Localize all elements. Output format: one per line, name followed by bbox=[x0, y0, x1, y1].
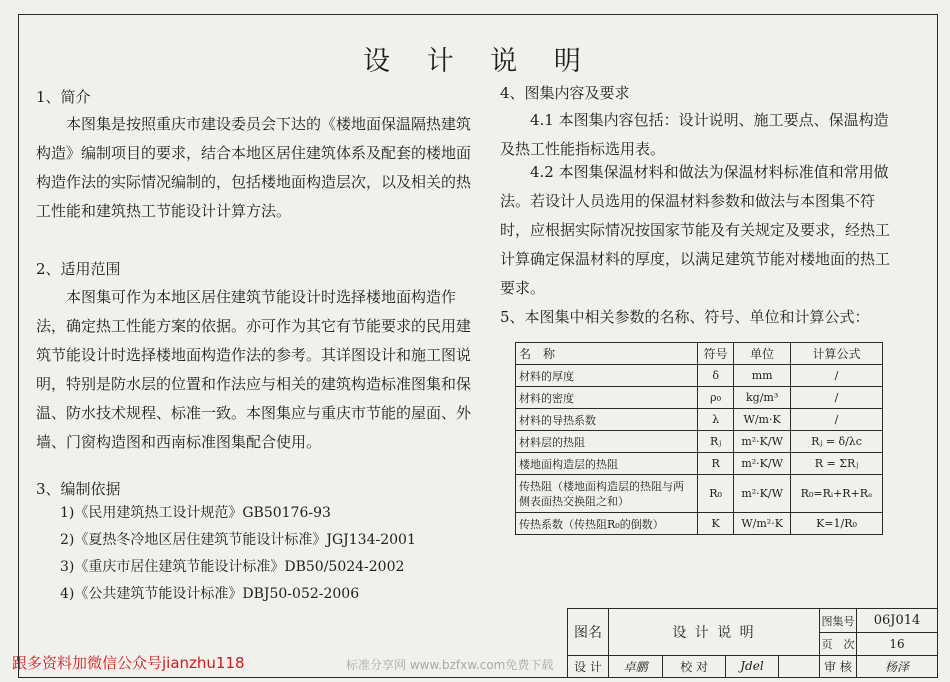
section-4-item-1: 4.1 本图集内容包括：设计说明、施工要点、保温构造及热工性能指标选用表。 bbox=[500, 111, 889, 158]
blank-cell bbox=[779, 655, 820, 677]
table-cell: R₀ bbox=[698, 475, 734, 513]
table-row bbox=[516, 513, 883, 535]
parameter-table bbox=[515, 342, 883, 535]
table-cell: Rⱼ bbox=[698, 431, 734, 453]
table-cell: Rⱼ = δ/λc bbox=[791, 431, 883, 453]
atlas-no: 06J014 bbox=[857, 609, 938, 633]
section-4-heading: 4、图集内容及要求 bbox=[500, 84, 630, 102]
check-label: 校 对 bbox=[663, 655, 726, 677]
table-header-row bbox=[516, 343, 883, 365]
section-1-body: 本图集是按照重庆市建设委员会下达的《楼地面保温隔热建筑构造》编制项目的要求，结合本地区居住建筑体系及配套的楼地面构造作法的实际情况编制的，包括楼地面构造层次，以及相关的热工性能和建筑热工节能设计计算方法。 bbox=[36, 115, 472, 220]
reference-item: 1)《民用建筑热工设计规范》GB50176-93 bbox=[60, 505, 331, 521]
design-signature: 卓鹏 bbox=[609, 655, 663, 677]
reference-item: 4)《公共建筑节能设计标准》DBJ50-052-2006 bbox=[60, 586, 360, 602]
table-row bbox=[516, 409, 883, 431]
section-1-heading: 1、简介 bbox=[36, 88, 91, 106]
table-cell: K=1/R₀ bbox=[791, 513, 883, 535]
section-5-heading: 5、本图集中相关参数的名称、符号、单位和计算公式： bbox=[500, 308, 870, 326]
table-cell: m²·K/W bbox=[734, 475, 791, 513]
atlas-name: 设 计 说 明 bbox=[609, 609, 820, 656]
column-header: 名 称 bbox=[516, 343, 698, 365]
site-watermark: 标准分享网 www.bzfxw.com免费下载 bbox=[346, 658, 554, 672]
page-number: 16 bbox=[857, 633, 938, 655]
table-cell: λ bbox=[698, 409, 734, 431]
table-cell: / bbox=[791, 387, 883, 409]
reference-item: 3)《重庆市居住建筑节能设计标准》DB50/5024-2002 bbox=[60, 559, 405, 575]
atlas-no-label: 图集号 bbox=[820, 609, 857, 633]
table-row bbox=[516, 365, 883, 387]
table-cell: m²·K/W bbox=[734, 431, 791, 453]
section-3-heading: 3、编制依据 bbox=[36, 480, 121, 498]
table-cell: W/m·K bbox=[734, 409, 791, 431]
design-label: 设 计 bbox=[568, 655, 609, 677]
table-cell: ρ₀ bbox=[698, 387, 734, 409]
atlas-label: 图名 bbox=[568, 609, 609, 656]
table-row bbox=[516, 431, 883, 453]
table-cell: R = ΣRⱼ bbox=[791, 453, 883, 475]
table-cell: / bbox=[791, 409, 883, 431]
review-label: 审 核 bbox=[820, 655, 857, 677]
section-2-body: 本图集可作为本地区居住建筑节能设计时选择楼地面构造作法，确定热工性能方案的依据。亦可作为其它有节能要求的民用建筑节能设计时选择楼地面构造作法的参考。其详图设计和施工图说明，特别是防水层的位置和作法应与相关的建筑构造标准图集和保温、防水技术规程、标准一致。本图集应与重庆市节能的屋面、外墙、门窗构造图和西南标准图集配合使用。 bbox=[36, 288, 472, 451]
table-cell: m²·K/W bbox=[734, 453, 791, 475]
section-2-heading: 2、适用范围 bbox=[36, 260, 121, 278]
table-row bbox=[516, 475, 883, 513]
table-cell: W/m²·K bbox=[734, 513, 791, 535]
table-cell: 楼地面构造层的热阻 bbox=[516, 453, 698, 475]
title-block bbox=[567, 608, 938, 678]
table-cell: R bbox=[698, 453, 734, 475]
table-cell: K bbox=[698, 513, 734, 535]
table-cell: kg/m³ bbox=[734, 387, 791, 409]
section-4-item-2: 4.2 本图集保温材料和做法为保温材料标准值和常用做法。若设计人员选用的保温材料参数和做法与本图集不符时，应根据实际情况按国家节能及有关规定及要求，经热工计算确定保温材料的厚度，以满足建筑节能对楼地面的热工要求。 bbox=[500, 163, 891, 297]
table-cell: δ bbox=[698, 365, 734, 387]
table-row bbox=[516, 453, 883, 475]
table-cell: 材料的厚度 bbox=[516, 365, 698, 387]
table-cell: / bbox=[791, 365, 883, 387]
table-cell: 材料的导热系数 bbox=[516, 409, 698, 431]
table-row bbox=[516, 387, 883, 409]
table-cell: 传热系数（传热阻R₀的倒数） bbox=[516, 513, 698, 535]
table-cell: R₀=Rᵢ+R+Rₑ bbox=[791, 475, 883, 513]
table-cell: 传热阻（楼地面构造层的热阻与两侧表面热交换阻之和） bbox=[516, 475, 698, 513]
table-cell: 材料的密度 bbox=[516, 387, 698, 409]
reference-item: 2)《夏热冬冷地区居住建筑节能设计标准》JGJ134-2001 bbox=[60, 532, 416, 548]
column-header: 计算公式 bbox=[791, 343, 883, 365]
page-label: 页 次 bbox=[820, 633, 857, 655]
table-cell: 材料层的热阻 bbox=[516, 431, 698, 453]
column-header: 单位 bbox=[734, 343, 791, 365]
watermark-text: 跟多资料加微信公众号jianzhu118 bbox=[12, 654, 245, 672]
table-cell: mm bbox=[734, 365, 791, 387]
page-title: 设 计 说 明 bbox=[363, 46, 595, 77]
column-header: 符号 bbox=[698, 343, 734, 365]
review-signature: 杨泽 bbox=[857, 655, 938, 677]
check-signature: Jdel bbox=[725, 655, 778, 677]
